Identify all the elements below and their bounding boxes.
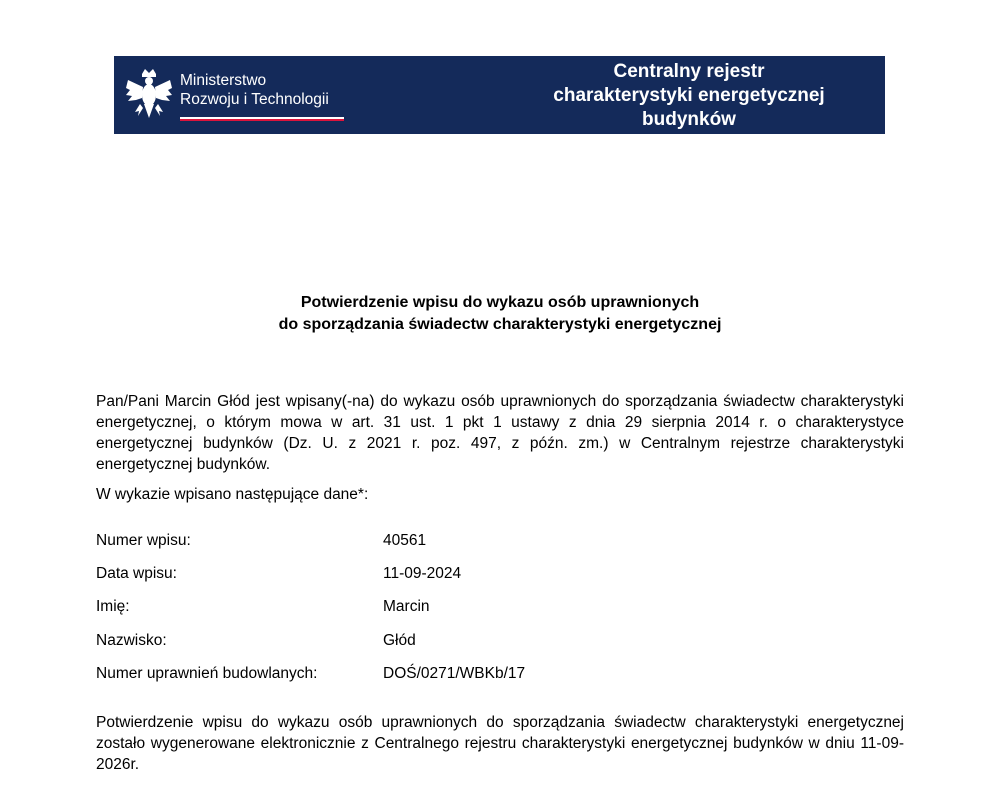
- field-value: Marcin: [383, 598, 430, 615]
- registry-title: [494, 60, 884, 132]
- registry-title-line3: budynków: [642, 109, 736, 130]
- field-value: 40561: [383, 532, 427, 549]
- document-title-line1: Potwierdzenie wpisu do wykazu osób uprawnionych: [300, 294, 700, 311]
- polish-eagle-icon: [124, 68, 174, 122]
- ministry-name-line1: Ministerstwo: [180, 72, 267, 89]
- field-label: Imię:: [96, 598, 130, 615]
- data-intro: W wykazie wpisano następujące dane*:: [96, 486, 369, 503]
- flag-stripe: [180, 117, 344, 121]
- field-label: Numer wpisu:: [96, 532, 191, 549]
- registry-title-line2: charakterystyki energetycznej: [553, 85, 825, 106]
- field-label: Data wpisu:: [96, 565, 177, 582]
- field-label: Nazwisko:: [96, 632, 167, 649]
- registry-title-line1: Centralny rejestr: [613, 61, 765, 82]
- header-banner: [114, 56, 885, 134]
- footer-note: Potwierdzenie wpisu do wykazu osób uprawnionych do sporządzania świadectw charakterystyki energetycznej zostało wygenerowane elektronicznie z Centralnego rejestru charakterystyki energetycznej budynków w dniu 11-09-2026r.: [96, 714, 904, 773]
- field-label: Numer uprawnień budowlanych:: [96, 665, 318, 682]
- document-title-line2: do sporządzania świadectw charakterystyki energetycznej: [278, 316, 722, 333]
- ministry-name-line2: Rozwoju i Technologii: [180, 91, 329, 108]
- document-title: [0, 292, 1000, 336]
- field-value: DOŚ/0271/WBKb/17: [383, 665, 526, 682]
- field-value: 11-09-2024: [383, 565, 462, 582]
- field-value: Głód: [383, 632, 416, 649]
- intro-paragraph: Pan/Pani Marcin Głód jest wpisany(-na) do wykazu osób uprawnionych do sporządzania świadectw charakterystyki energetycznej, o którym mowa w art. 31 ust. 1 pkt 1 ustawy z dnia 29 sierpnia 2014 r. o charakterystyce energetycznej budynków (Dz. U. z 2021 r. poz. 497, z późn. zm.) w Centralnym rejestrze charakterystyki energetycznej budynków.: [96, 393, 904, 473]
- ministry-name: [180, 71, 329, 109]
